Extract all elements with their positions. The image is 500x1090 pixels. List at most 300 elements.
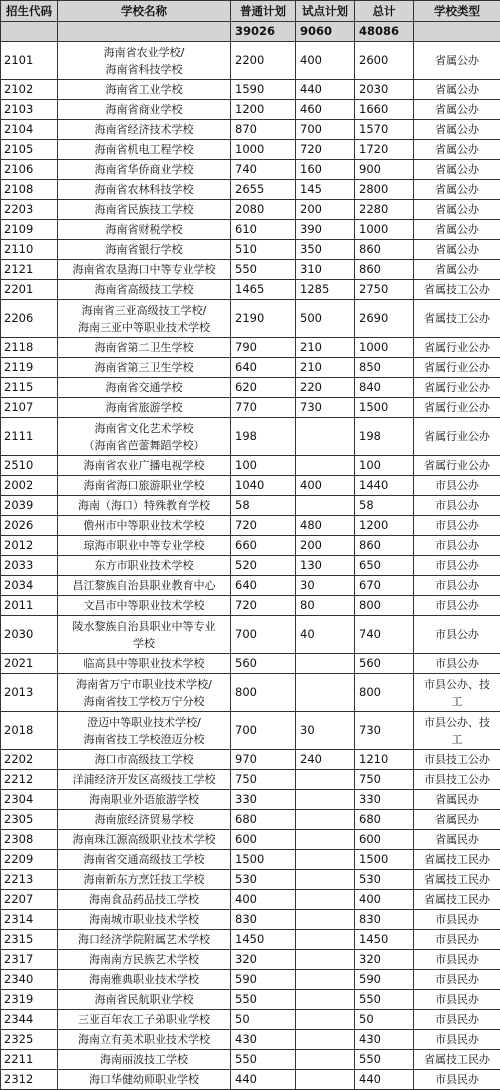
cell-regular-plan: 1450: [231, 930, 296, 950]
cell-school-type: 省属民办: [414, 830, 500, 850]
cell-regular-plan: 660: [231, 536, 296, 556]
cell-school-name: 海南南方民族艺术学校: [58, 950, 231, 970]
table-row: [1, 950, 500, 970]
table-row: [1, 1050, 500, 1070]
cell-pilot-plan: [296, 456, 355, 476]
cell-code: 2101: [1, 42, 58, 80]
cell-school-name: 海南省工业学校: [58, 80, 231, 100]
cell-regular-plan: 530: [231, 870, 296, 890]
cell-school-type: 省属行业公办: [414, 418, 500, 456]
cell-total: 600: [355, 830, 414, 850]
cell-regular-plan: 770: [231, 398, 296, 418]
cell-pilot-plan: [296, 770, 355, 790]
cell-school-type: 省属民办: [414, 790, 500, 810]
table-row: [1, 456, 500, 476]
cell-school-name: 海南立有美术职业技术学校: [58, 1030, 231, 1050]
cell-pilot-plan: [296, 790, 355, 810]
table-row: [1, 616, 500, 654]
table-row: [1, 300, 500, 338]
cell-pilot-plan: [296, 810, 355, 830]
cell-code: 2305: [1, 810, 58, 830]
cell-school-type: 市县民办: [414, 930, 500, 950]
cell-pilot-plan: 200: [296, 536, 355, 556]
cell-school-type: 市县公办、技 工: [414, 712, 500, 750]
cell-pilot-plan: 390: [296, 220, 355, 240]
cell-school-type: 省属行业公办: [414, 456, 500, 476]
cell-pilot-plan: 30: [296, 712, 355, 750]
cell-pilot-plan: [296, 674, 355, 712]
cell-school-type: 市县民办: [414, 950, 500, 970]
cell-pilot-plan: [296, 990, 355, 1010]
table-row: [1, 750, 500, 770]
cell-pilot-plan: 240: [296, 750, 355, 770]
cell-total: 590: [355, 970, 414, 990]
cell-school-type: 省属行业公办: [414, 398, 500, 418]
totals-name: [58, 22, 231, 42]
table-row: [1, 418, 500, 456]
table-row: [1, 930, 500, 950]
cell-code: 2201: [1, 280, 58, 300]
cell-regular-plan: 100: [231, 456, 296, 476]
cell-school-name: 海南雅典职业技术学校: [58, 970, 231, 990]
cell-code: 2105: [1, 140, 58, 160]
cell-regular-plan: 2190: [231, 300, 296, 338]
cell-regular-plan: 550: [231, 990, 296, 1010]
cell-school-type: 省属民办: [414, 810, 500, 830]
totals-type: [414, 22, 500, 42]
cell-pilot-plan: 160: [296, 160, 355, 180]
cell-total: 1000: [355, 338, 414, 358]
cell-regular-plan: 720: [231, 516, 296, 536]
cell-school-name: 海南省农林科技学校: [58, 180, 231, 200]
cell-regular-plan: 800: [231, 674, 296, 712]
cell-code: 2203: [1, 200, 58, 220]
cell-code: 2207: [1, 890, 58, 910]
cell-regular-plan: 620: [231, 378, 296, 398]
cell-school-name: 海南省农垦海口中等专业学校: [58, 260, 231, 280]
cell-total: 440: [355, 1070, 414, 1090]
cell-school-name: 海南省三亚高级技工学校/ 海南三亚中等职业技术学校: [58, 300, 231, 338]
cell-school-name: 海南省万宁市职业技术学校/ 海南省技工学校万宁分校: [58, 674, 231, 712]
cell-regular-plan: 400: [231, 890, 296, 910]
cell-total: 550: [355, 990, 414, 1010]
header-total: 总计: [355, 1, 414, 22]
cell-total: 840: [355, 378, 414, 398]
cell-school-type: 市县公办: [414, 536, 500, 556]
cell-school-type: 省属技工民办: [414, 870, 500, 890]
cell-school-name: 海南省财税学校: [58, 220, 231, 240]
cell-code: 2315: [1, 930, 58, 950]
cell-code: 2034: [1, 576, 58, 596]
cell-total: 198: [355, 418, 414, 456]
cell-regular-plan: 2080: [231, 200, 296, 220]
cell-school-name: 海南职业外语旅游学校: [58, 790, 231, 810]
table-row: [1, 790, 500, 810]
cell-school-name: 海南省经济技术学校: [58, 120, 231, 140]
cell-pilot-plan: 145: [296, 180, 355, 200]
cell-total: 800: [355, 674, 414, 712]
cell-pilot-plan: [296, 418, 355, 456]
cell-school-type: 市县民办: [414, 1030, 500, 1050]
table-row: [1, 712, 500, 750]
cell-school-type: 市县民办: [414, 910, 500, 930]
cell-school-name: 海南省商业学校: [58, 100, 231, 120]
cell-pilot-plan: 40: [296, 616, 355, 654]
cell-school-type: 省属公办: [414, 220, 500, 240]
cell-school-type: 市县公办: [414, 616, 500, 654]
cell-code: 2213: [1, 870, 58, 890]
cell-pilot-plan: 500: [296, 300, 355, 338]
cell-pilot-plan: [296, 654, 355, 674]
cell-pilot-plan: 200: [296, 200, 355, 220]
cell-regular-plan: 330: [231, 790, 296, 810]
cell-school-name: 海南珠江源高级职业技术学校: [58, 830, 231, 850]
cell-school-name: 海南新东方烹饪技工学校: [58, 870, 231, 890]
table-row: [1, 358, 500, 378]
cell-school-name: 陵水黎族自治县职业中等专业 学校: [58, 616, 231, 654]
cell-total: 50: [355, 1010, 414, 1030]
cell-total: 2030: [355, 80, 414, 100]
cell-total: 830: [355, 910, 414, 930]
cell-code: 2030: [1, 616, 58, 654]
cell-pilot-plan: 480: [296, 516, 355, 536]
cell-pilot-plan: 700: [296, 120, 355, 140]
cell-regular-plan: 198: [231, 418, 296, 456]
cell-pilot-plan: 440: [296, 80, 355, 100]
cell-school-name: 海南（海口）特殊教育学校: [58, 496, 231, 516]
cell-code: 2319: [1, 990, 58, 1010]
cell-code: 2111: [1, 418, 58, 456]
cell-school-type: 市县公办: [414, 596, 500, 616]
cell-code: 2340: [1, 970, 58, 990]
cell-total: 800: [355, 596, 414, 616]
cell-pilot-plan: 310: [296, 260, 355, 280]
table-row: [1, 810, 500, 830]
cell-code: 2110: [1, 240, 58, 260]
cell-regular-plan: 1500: [231, 850, 296, 870]
cell-total: 530: [355, 870, 414, 890]
cell-pilot-plan: [296, 870, 355, 890]
cell-total: 2750: [355, 280, 414, 300]
cell-regular-plan: 700: [231, 712, 296, 750]
cell-code: 2109: [1, 220, 58, 240]
table-row: [1, 378, 500, 398]
cell-school-name: 海南丽波技工学校: [58, 1050, 231, 1070]
cell-regular-plan: 2655: [231, 180, 296, 200]
cell-school-type: 市县技工公办: [414, 770, 500, 790]
table-row: [1, 830, 500, 850]
table-row: [1, 970, 500, 990]
cell-school-type: 省属公办: [414, 200, 500, 220]
cell-school-name: 海南省交通学校: [58, 378, 231, 398]
cell-school-name: 海南省民航职业学校: [58, 990, 231, 1010]
cell-school-type: 市县公办: [414, 516, 500, 536]
cell-total: 650: [355, 556, 414, 576]
cell-regular-plan: 600: [231, 830, 296, 850]
cell-pilot-plan: 460: [296, 100, 355, 120]
cell-school-type: 市县技工公办: [414, 750, 500, 770]
table-row: [1, 576, 500, 596]
cell-regular-plan: 830: [231, 910, 296, 930]
cell-school-type: 省属公办: [414, 120, 500, 140]
cell-regular-plan: 520: [231, 556, 296, 576]
cell-school-type: 市县民办: [414, 970, 500, 990]
cell-code: 2021: [1, 654, 58, 674]
cell-total: 330: [355, 790, 414, 810]
cell-school-type: 市县公办: [414, 556, 500, 576]
cell-total: 2600: [355, 42, 414, 80]
table-row: [1, 476, 500, 496]
cell-regular-plan: 720: [231, 596, 296, 616]
cell-school-name: 海口市高级技工学校: [58, 750, 231, 770]
cell-total: 1000: [355, 220, 414, 240]
cell-school-type: 省属公办: [414, 100, 500, 120]
cell-code: 2119: [1, 358, 58, 378]
cell-code: 2013: [1, 674, 58, 712]
cell-code: 2317: [1, 950, 58, 970]
cell-code: 2304: [1, 790, 58, 810]
totals-total: 48086: [355, 22, 414, 42]
cell-school-type: 省属公办: [414, 140, 500, 160]
cell-pilot-plan: [296, 930, 355, 950]
cell-pilot-plan: 1285: [296, 280, 355, 300]
cell-school-name: 海南省文化艺术学校 （海南省芭蕾舞蹈学校）: [58, 418, 231, 456]
cell-regular-plan: 970: [231, 750, 296, 770]
table-row: [1, 516, 500, 536]
cell-school-type: 市县民办: [414, 1010, 500, 1030]
cell-school-name: 海南食品药品技工学校: [58, 890, 231, 910]
header-school-name: 学校名称: [58, 1, 231, 22]
cell-total: 2690: [355, 300, 414, 338]
cell-code: 2118: [1, 338, 58, 358]
totals-pilot: 9060: [296, 22, 355, 42]
cell-pilot-plan: 720: [296, 140, 355, 160]
cell-school-name: 海口华健幼师职业学校: [58, 1070, 231, 1090]
cell-code: 2039: [1, 496, 58, 516]
cell-pilot-plan: [296, 1030, 355, 1050]
cell-pilot-plan: [296, 950, 355, 970]
totals-row: [1, 22, 500, 42]
cell-school-name: 海南省农业学校/ 海南省科技学校: [58, 42, 231, 80]
cell-code: 2018: [1, 712, 58, 750]
cell-school-type: 省属公办: [414, 240, 500, 260]
table-row: [1, 240, 500, 260]
cell-total: 1660: [355, 100, 414, 120]
cell-code: 2104: [1, 120, 58, 140]
cell-code: 2312: [1, 1070, 58, 1090]
table-row: [1, 990, 500, 1010]
cell-pilot-plan: 220: [296, 378, 355, 398]
cell-code: 2108: [1, 180, 58, 200]
cell-regular-plan: 560: [231, 654, 296, 674]
cell-school-type: 省属行业公办: [414, 358, 500, 378]
cell-school-type: 省属公办: [414, 42, 500, 80]
cell-regular-plan: 640: [231, 358, 296, 378]
cell-pilot-plan: [296, 496, 355, 516]
cell-school-type: 省属技工公办: [414, 300, 500, 338]
cell-pilot-plan: 210: [296, 358, 355, 378]
table-row: [1, 910, 500, 930]
table-row: [1, 120, 500, 140]
cell-school-name: 三亚百年农工子弟职业学校: [58, 1010, 231, 1030]
cell-total: 1570: [355, 120, 414, 140]
cell-regular-plan: 2200: [231, 42, 296, 80]
table-row: [1, 140, 500, 160]
cell-school-type: 省属行业公办: [414, 378, 500, 398]
cell-school-type: 省属技工民办: [414, 850, 500, 870]
cell-code: 2325: [1, 1030, 58, 1050]
table-row: [1, 280, 500, 300]
cell-pilot-plan: [296, 850, 355, 870]
cell-total: 100: [355, 456, 414, 476]
cell-school-name: 海南省银行学校: [58, 240, 231, 260]
cell-code: 2510: [1, 456, 58, 476]
cell-total: 430: [355, 1030, 414, 1050]
cell-code: 2026: [1, 516, 58, 536]
cell-pilot-plan: 400: [296, 476, 355, 496]
table-row: [1, 80, 500, 100]
header-regular-plan: 普通计划: [231, 1, 296, 22]
table-row: [1, 556, 500, 576]
table-row: [1, 654, 500, 674]
cell-pilot-plan: 400: [296, 42, 355, 80]
cell-total: 1210: [355, 750, 414, 770]
cell-school-type: 市县公办: [414, 476, 500, 496]
cell-pilot-plan: 730: [296, 398, 355, 418]
cell-school-name: 海南省第二卫生学校: [58, 338, 231, 358]
table-row: [1, 536, 500, 556]
cell-total: 860: [355, 260, 414, 280]
cell-pilot-plan: 350: [296, 240, 355, 260]
cell-school-type: 省属公办: [414, 160, 500, 180]
table-row: [1, 1070, 500, 1090]
cell-total: 400: [355, 890, 414, 910]
cell-total: 320: [355, 950, 414, 970]
cell-total: 860: [355, 536, 414, 556]
cell-total: 2280: [355, 200, 414, 220]
cell-pilot-plan: [296, 890, 355, 910]
table-row: [1, 338, 500, 358]
cell-total: 1500: [355, 398, 414, 418]
totals-regular: 39026: [231, 22, 296, 42]
header-pilot-plan: 试点计划: [296, 1, 355, 22]
cell-school-name: 海南省华侨商业学校: [58, 160, 231, 180]
cell-school-name: 海南省交通高级技工学校: [58, 850, 231, 870]
cell-total: 550: [355, 1050, 414, 1070]
cell-pilot-plan: [296, 970, 355, 990]
cell-school-type: 市县民办: [414, 1070, 500, 1090]
table-row: [1, 674, 500, 712]
table-row: [1, 850, 500, 870]
table-row: [1, 200, 500, 220]
cell-school-name: 洋浦经济开发区高级技工学校: [58, 770, 231, 790]
cell-code: 2209: [1, 850, 58, 870]
table-row: [1, 220, 500, 240]
cell-regular-plan: 750: [231, 770, 296, 790]
cell-pilot-plan: 30: [296, 576, 355, 596]
cell-school-type: 省属技工公办: [414, 280, 500, 300]
cell-regular-plan: 510: [231, 240, 296, 260]
cell-pilot-plan: [296, 1050, 355, 1070]
cell-code: 2115: [1, 378, 58, 398]
header-school-type: 学校类型: [414, 1, 500, 22]
cell-regular-plan: 740: [231, 160, 296, 180]
totals-code: [1, 22, 58, 42]
cell-school-name: 海南省农业广播电视学校: [58, 456, 231, 476]
cell-code: 2344: [1, 1010, 58, 1030]
cell-school-name: 文昌市中等职业技术学校: [58, 596, 231, 616]
cell-regular-plan: 1000: [231, 140, 296, 160]
cell-regular-plan: 680: [231, 810, 296, 830]
cell-regular-plan: 870: [231, 120, 296, 140]
cell-school-name: 澄迈中等职业技术学校/ 海南省技工学校澄迈分校: [58, 712, 231, 750]
table-row: [1, 770, 500, 790]
cell-code: 2102: [1, 80, 58, 100]
cell-school-name: 海南省民族技工学校: [58, 200, 231, 220]
table-row: [1, 42, 500, 80]
cell-school-name: 海南城市职业技术学校: [58, 910, 231, 930]
cell-code: 2121: [1, 260, 58, 280]
cell-school-type: 省属公办: [414, 180, 500, 200]
cell-total: 1500: [355, 850, 414, 870]
cell-regular-plan: 1200: [231, 100, 296, 120]
cell-code: 2212: [1, 770, 58, 790]
cell-pilot-plan: [296, 910, 355, 930]
cell-regular-plan: 430: [231, 1030, 296, 1050]
cell-regular-plan: 440: [231, 1070, 296, 1090]
table-row: [1, 496, 500, 516]
cell-school-type: 省属公办: [414, 260, 500, 280]
cell-total: 740: [355, 616, 414, 654]
cell-regular-plan: 640: [231, 576, 296, 596]
cell-school-name: 海南省旅游学校: [58, 398, 231, 418]
cell-regular-plan: 610: [231, 220, 296, 240]
cell-regular-plan: 1040: [231, 476, 296, 496]
table-row: [1, 596, 500, 616]
cell-total: 1450: [355, 930, 414, 950]
cell-total: 860: [355, 240, 414, 260]
cell-school-type: 市县公办: [414, 496, 500, 516]
table-row: [1, 180, 500, 200]
cell-pilot-plan: [296, 830, 355, 850]
cell-school-name: 海南省第三卫生学校: [58, 358, 231, 378]
table-row: [1, 870, 500, 890]
cell-total: 1720: [355, 140, 414, 160]
cell-school-type: 市县公办、技 工: [414, 674, 500, 712]
cell-code: 2002: [1, 476, 58, 496]
cell-total: 680: [355, 810, 414, 830]
cell-total: 670: [355, 576, 414, 596]
cell-total: 900: [355, 160, 414, 180]
cell-total: 58: [355, 496, 414, 516]
cell-code: 2106: [1, 160, 58, 180]
cell-school-type: 市县民办: [414, 990, 500, 1010]
header-row: [1, 1, 500, 22]
cell-school-name: 海口经济学院附属艺术学校: [58, 930, 231, 950]
cell-regular-plan: 1465: [231, 280, 296, 300]
table-row: [1, 398, 500, 418]
cell-code: 2206: [1, 300, 58, 338]
cell-regular-plan: 50: [231, 1010, 296, 1030]
cell-regular-plan: 320: [231, 950, 296, 970]
cell-pilot-plan: 210: [296, 338, 355, 358]
cell-regular-plan: 1590: [231, 80, 296, 100]
cell-total: 1440: [355, 476, 414, 496]
cell-school-type: 省属技工民办: [414, 1050, 500, 1070]
table-body: [1, 22, 500, 1090]
table-row: [1, 260, 500, 280]
cell-regular-plan: 590: [231, 970, 296, 990]
